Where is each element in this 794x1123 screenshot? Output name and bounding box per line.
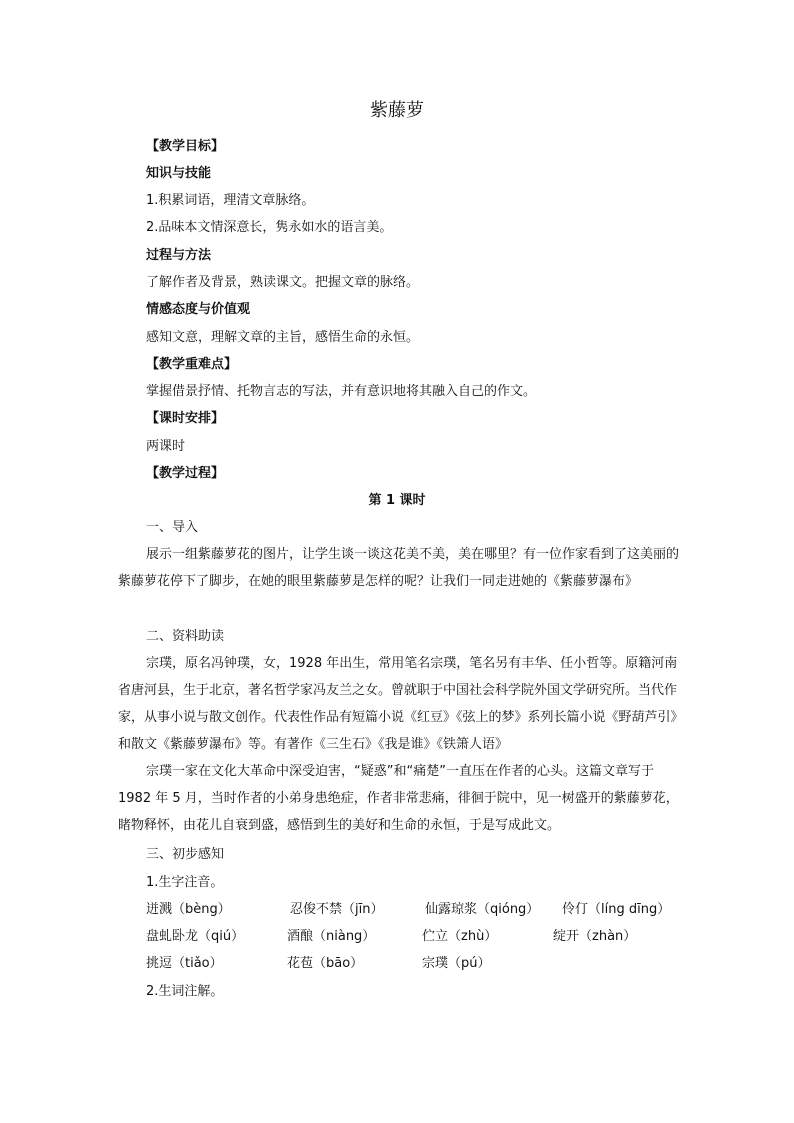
section-1-paragraph (118, 541, 688, 595)
section-3-heading: 三、初步感知 (146, 847, 225, 862)
pinyin-entry: 伫立（zhù） (422, 929, 498, 944)
section-1-text: 展示一组紫藤萝花的图片，让学生谈一谈这花美不美，美在哪里？有一位作家看到了这美丽的紫藤萝花停下了脚步，在她的眼里紫藤萝是怎样的呢？让我们一同走进她的《紫藤萝瀑布》 (118, 547, 680, 589)
pinyin-entry: 绽开（zhàn） (553, 929, 637, 944)
section-2-paragraph-1 (118, 650, 688, 758)
process-heading: 过程与方法 (146, 248, 212, 263)
document-title: 紫藤萝 (370, 100, 424, 121)
pinyin-entry: 伶仃（líng dīng） (562, 902, 671, 917)
pinyin-entry: 酒酿（niàng） (287, 929, 376, 944)
item-2: 2.生词注解。 (146, 984, 224, 999)
section-1-heading: 一、导入 (146, 520, 199, 535)
section-2-paragraph-2 (118, 758, 688, 839)
knowledge-item-2: 2.品味本文情深意长，隽永如水的语言美。 (146, 220, 393, 235)
pinyin-entry: 挑逗（tiǎo） (146, 956, 223, 971)
pinyin-entry: 迸溅（bèng） (146, 902, 231, 917)
key-heading: 【教学重难点】 (146, 357, 238, 372)
section-2-text-1: 宗璞，原名冯钟璞，女，1928 年出生，常用笔名宗璞，笔名另有丰华、任小哲等。原籍河南省唐河县，生于北京，著名哲学家冯友兰之女。曾就职于中国社会科学院外国文学研究所。当代作家，从事小说与散文创作。代表性作品有短篇小说《红豆》《弦上的梦》系列长篇小说《野葫芦引》和散文《紫藤萝瀑布》等。有著作《三生石》《我是谁》《铁箫人语》 (118, 656, 684, 752)
knowledge-heading: 知识与技能 (146, 166, 212, 181)
goals-heading: 【教学目标】 (146, 139, 225, 154)
knowledge-item-1: 1.积累词语，理清文章脉络。 (146, 193, 315, 208)
process-text: 了解作者及背景，熟读课文。把握文章的脉络。 (146, 275, 420, 290)
emotion-text: 感知文意，理解文章的主旨，感悟生命的永恒。 (146, 330, 420, 345)
section-2-text-2: 宗璞一家在文化大革命中深受迫害，“疑惑”和“痛楚”一直压在作者的心头。这篇文章写于 1982 年 5 月，当时作者的小弟身患绝症，作者非常悲痛，徘徊于院中，见一树盛开的紫藤萝花，睹物释怀，由花儿自衰到盛，感悟到生的美好和生命的永恒，于是写成此文。 (118, 764, 679, 833)
pinyin-entry: 花苞（bāo） (287, 956, 364, 971)
schedule-text: 两课时 (146, 439, 186, 454)
lesson-heading: 第 1 课时 (368, 493, 426, 508)
pinyin-entry: 仙露琼浆（qióng） (425, 902, 540, 917)
pinyin-entry: 盘虬卧龙（qiú） (146, 929, 245, 944)
item-1: 1.生字注音。 (146, 875, 224, 890)
process-main-heading: 【教学过程】 (146, 466, 225, 481)
emotion-heading: 情感态度与价值观 (146, 302, 251, 317)
pinyin-entry: 忍俊不禁（jīn） (290, 902, 384, 917)
key-text: 掌握借景抒情、托物言志的写法，并有意识地将其融入自己的作文。 (146, 384, 537, 399)
pinyin-entry: 宗璞（pú） (422, 956, 491, 971)
section-2-heading: 二、资料助读 (146, 629, 225, 644)
schedule-heading: 【课时安排】 (146, 411, 225, 426)
